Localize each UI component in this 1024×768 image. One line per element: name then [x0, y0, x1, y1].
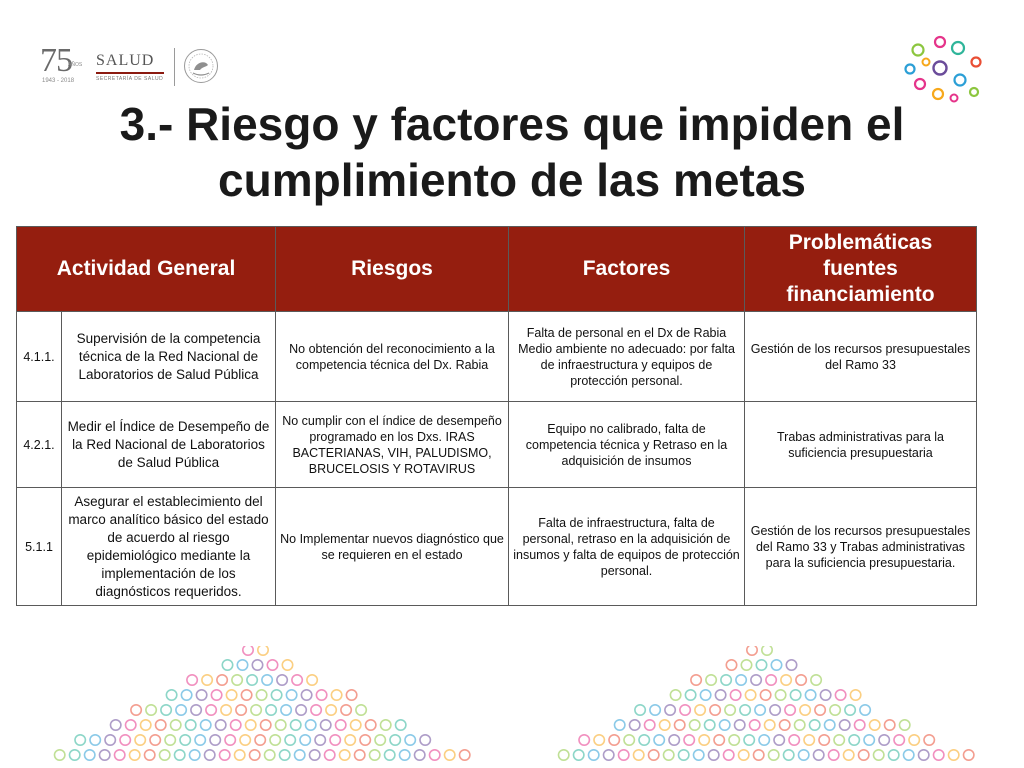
decorative-ring: [762, 646, 772, 655]
decorative-ring: [814, 750, 824, 760]
table-row: [17, 488, 977, 606]
decorative-ring: [237, 660, 247, 670]
decorative-ring: [135, 735, 145, 745]
decorative-ring: [615, 720, 625, 730]
cell-riesgos: No obtención del reconocimiento a la competencia técnica del Dx. Rabia: [276, 312, 509, 402]
decorative-ring: [714, 735, 724, 745]
decorative-ring: [594, 735, 604, 745]
decorative-ring: [180, 735, 190, 745]
decorative-ring: [396, 720, 406, 730]
decorative-ring: [176, 705, 186, 715]
decorative-ring: [370, 750, 380, 760]
decorative-ring: [589, 750, 599, 760]
decorative-ring: [356, 705, 366, 715]
decorative-ring: [834, 735, 844, 745]
decorative-ring: [715, 690, 725, 700]
logo-secretaria-text: SECRETARÍA DE SALUD: [96, 76, 164, 82]
logo-separator: [174, 48, 175, 86]
decorative-ring: [624, 735, 634, 745]
cell-problematicas: Gestión de los recursos presupuestales del Ramo 33: [745, 312, 977, 402]
decorative-ring: [759, 735, 769, 745]
decorative-ring: [217, 675, 227, 685]
decorative-ring: [75, 735, 85, 745]
decorative-ring: [216, 720, 226, 730]
decorative-ring: [307, 675, 317, 685]
decorative-ring: [574, 750, 584, 760]
decorative-ring: [894, 735, 904, 745]
decorative-ring: [165, 735, 175, 745]
decorative-ring: [879, 735, 889, 745]
decorative-ring: [781, 675, 791, 685]
decorative-ring: [609, 735, 619, 745]
decorative-ring: [301, 690, 311, 700]
header-factores: Factores: [509, 227, 745, 312]
decorative-ring: [265, 750, 275, 760]
decorative-ring: [730, 690, 740, 700]
decorative-ring: [634, 750, 644, 760]
decorative-ring: [336, 720, 346, 730]
decorative-ring: [710, 705, 720, 715]
header-riesgos: Riesgos: [276, 227, 509, 312]
decorative-ring: [126, 720, 136, 730]
table-row: [17, 402, 977, 488]
decorative-ring: [700, 690, 710, 700]
decorative-ring: [330, 735, 340, 745]
decorative-ring: [141, 720, 151, 730]
decorative-ring: [619, 750, 629, 760]
decorative-rings-pattern: [0, 646, 1024, 768]
cell-actividad: Medir el Índice de Desempeño de la Red Nacional de Laboratorios de Salud Pública: [62, 402, 276, 488]
decorative-ring: [860, 705, 870, 715]
decorative-ring: [156, 720, 166, 730]
decorative-ring: [171, 720, 181, 730]
table-header-row: [17, 227, 977, 312]
decorative-ring: [235, 750, 245, 760]
decorative-ring: [739, 750, 749, 760]
decorative-ring: [355, 750, 365, 760]
decorative-ring: [210, 735, 220, 745]
decorative-ring: [225, 735, 235, 745]
decorative-ring: [211, 690, 221, 700]
decorative-ring: [766, 675, 776, 685]
decorative-ring: [840, 720, 850, 730]
decorative-ring: [315, 735, 325, 745]
decorative-ring: [819, 735, 829, 745]
decorative-ring: [790, 690, 800, 700]
decorative-ring: [685, 690, 695, 700]
decorative-ring: [699, 735, 709, 745]
decorative-ring: [175, 750, 185, 760]
decorative-ring: [705, 720, 715, 730]
decorative-ring: [445, 750, 455, 760]
decorative-ring: [270, 735, 280, 745]
decorative-ring: [709, 750, 719, 760]
cell-actividad: Supervisión de la competencia técnica de la Red Nacional de Laboratorios de Salud Pública: [62, 312, 276, 402]
logo-75-number: 75: [40, 42, 72, 79]
decorative-ring: [243, 646, 253, 655]
decorative-ring: [146, 705, 156, 715]
decorative-ring: [859, 750, 869, 760]
decorative-ring: [796, 675, 806, 685]
page-title-line2: cumplimiento de las metas: [218, 154, 806, 206]
decorative-ring: [630, 720, 640, 730]
decorative-ring: [720, 720, 730, 730]
decorative-ring: [271, 690, 281, 700]
decorative-ring: [949, 750, 959, 760]
decorative-ring: [691, 675, 701, 685]
decorative-ring: [775, 690, 785, 700]
decorative-ring: [780, 720, 790, 730]
decorative-ring: [675, 720, 685, 730]
decorative-ring: [460, 750, 470, 760]
decorative-ring: [885, 720, 895, 730]
decorative-ring: [201, 720, 211, 730]
decorative-ring: [111, 720, 121, 730]
decorative-ring: [202, 675, 212, 685]
decorative-ring: [231, 720, 241, 730]
decorative-ring: [196, 690, 206, 700]
colored-rings-icon: [902, 32, 984, 106]
salud-logo: [40, 44, 230, 90]
decorative-ring: [874, 750, 884, 760]
decorative-ring: [789, 735, 799, 745]
decorative-ring: [277, 675, 287, 685]
decorative-ring: [665, 705, 675, 715]
decorative-ring: [286, 690, 296, 700]
decorative-ring: [181, 690, 191, 700]
decorative-ring: [390, 735, 400, 745]
decorative-ring: [770, 705, 780, 715]
decorative-ring: [186, 720, 196, 730]
decorative-ring: [559, 750, 569, 760]
header-problematicas-line1: Problemáticas: [788, 231, 933, 254]
decorative-ring: [281, 705, 291, 715]
decorative-ring: [684, 735, 694, 745]
page-title-line1: 3.- Riesgo y factores que impiden el: [119, 98, 905, 150]
decorative-ring: [754, 750, 764, 760]
header-actividad: Actividad General: [17, 227, 276, 312]
decorative-ring: [311, 705, 321, 715]
decorative-ring: [351, 720, 361, 730]
decorative-ring: [771, 660, 781, 670]
decorative-ring: [291, 720, 301, 730]
decorative-ring: [849, 735, 859, 745]
decorative-ring: [645, 720, 655, 730]
decorative-ring: [285, 735, 295, 745]
decorative-ring: [246, 720, 256, 730]
decorative-ring: [90, 735, 100, 745]
cell-num: 5.1.1: [17, 488, 62, 606]
decorative-ring: [195, 735, 205, 745]
decorative-ring: [747, 646, 757, 655]
decorative-ring: [120, 735, 130, 745]
decorative-ring: [282, 660, 292, 670]
decorative-ring: [724, 750, 734, 760]
decorative-ring: [131, 705, 141, 715]
decorative-ring: [115, 750, 125, 760]
cell-riesgos: No Implementar nuevos diagnóstico que se requieren en el estado: [276, 488, 509, 606]
logo-salud-text: SALUD: [96, 52, 155, 69]
decorative-ring: [786, 660, 796, 670]
decorative-ring: [247, 675, 257, 685]
decorative-ring: [649, 750, 659, 760]
decorative-ring: [785, 705, 795, 715]
decorative-ring: [795, 720, 805, 730]
decorative-ring: [85, 750, 95, 760]
decorative-ring: [784, 750, 794, 760]
decorative-ring: [669, 735, 679, 745]
decorative-ring: [639, 735, 649, 745]
decorative-ring: [755, 705, 765, 715]
decorative-ring: [736, 675, 746, 685]
decorative-ring: [919, 750, 929, 760]
logo-years-label: 1943 - 2018: [42, 78, 75, 84]
decorative-ring: [800, 705, 810, 715]
decorative-ring: [726, 660, 736, 670]
decorative-ring: [250, 750, 260, 760]
header-problematicas-line2: fuentes: [823, 257, 898, 280]
decorative-ring: [205, 750, 215, 760]
logo-anos-label: AÑOS: [68, 62, 83, 68]
cell-num: 4.2.1.: [17, 402, 62, 488]
decorative-ring: [750, 720, 760, 730]
decorative-ring: [695, 705, 705, 715]
decorative-ring: [850, 690, 860, 700]
decorative-ring: [206, 705, 216, 715]
decorative-ring: [680, 705, 690, 715]
decorative-ring: [830, 705, 840, 715]
decorative-ring: [190, 750, 200, 760]
decorative-ring: [222, 660, 232, 670]
decorative-ring: [105, 735, 115, 745]
decorative-ring: [604, 750, 614, 760]
decorative-ring: [100, 750, 110, 760]
decorative-ring: [381, 720, 391, 730]
decorative-ring: [255, 735, 265, 745]
decorative-ring: [751, 675, 761, 685]
decorative-ring: [654, 735, 664, 745]
decorative-ring: [310, 750, 320, 760]
decorative-ring: [187, 675, 197, 685]
cell-factores: Falta de infraestructura, falta de personal, retraso en la adquisición de insumos y falta de equipos de protección personal.: [509, 488, 745, 606]
decorative-ring: [889, 750, 899, 760]
decorative-ring: [690, 720, 700, 730]
decorative-ring: [55, 750, 65, 760]
decorative-ring: [346, 690, 356, 700]
decorative-ring: [232, 675, 242, 685]
decorative-ring: [760, 690, 770, 700]
decorative-ring: [325, 750, 335, 760]
table-row: [17, 312, 977, 402]
national-seal-icon: [183, 48, 219, 84]
decorative-ring: [340, 750, 350, 760]
decorative-ring: [679, 750, 689, 760]
decorative-ring: [150, 735, 160, 745]
decorative-ring: [326, 705, 336, 715]
decorative-ring: [280, 750, 290, 760]
decorative-ring: [909, 735, 919, 745]
decorative-ring: [769, 750, 779, 760]
decorative-ring: [845, 705, 855, 715]
decorative-ring: [765, 720, 775, 730]
decorative-ring: [375, 735, 385, 745]
cell-riesgos: No cumplir con el índice de desempeño programado en los Dxs. IRAS BACTERIANAS, VIH, PALUDISMO, BRUCELOSIS Y ROTAVIRUS: [276, 402, 509, 488]
decorative-ring: [650, 705, 660, 715]
decorative-ring: [191, 705, 201, 715]
decorative-ring: [70, 750, 80, 760]
decorative-ring: [934, 750, 944, 760]
decorative-ring: [220, 750, 230, 760]
decorative-ring: [221, 705, 231, 715]
decorative-ring: [664, 750, 674, 760]
decorative-ring: [261, 720, 271, 730]
decorative-ring: [276, 720, 286, 730]
decorative-ring: [256, 690, 266, 700]
decorative-ring: [258, 646, 268, 655]
decorative-ring: [262, 675, 272, 685]
decorative-ring: [161, 705, 171, 715]
decorative-ring: [829, 750, 839, 760]
header-problematicas-line3: financiamiento: [786, 283, 935, 306]
cell-factores: Equipo no calibrado, falta de competencia técnica y Retraso en la adquisición de insumos: [509, 402, 745, 488]
cell-problematicas: Trabas administrativas para la suficiencia presupuestaria: [745, 402, 977, 488]
decorative-ring: [694, 750, 704, 760]
decorative-ring: [306, 720, 316, 730]
decorative-ring: [735, 720, 745, 730]
decorative-ring: [295, 750, 305, 760]
decorative-ring: [331, 690, 341, 700]
decorative-ring: [799, 750, 809, 760]
decorative-ring: [741, 660, 751, 670]
decorative-ring: [855, 720, 865, 730]
decorative-ring: [145, 750, 155, 760]
decorative-ring: [774, 735, 784, 745]
header-problematicas: [745, 227, 977, 312]
decorative-ring: [756, 660, 766, 670]
decorative-ring: [420, 735, 430, 745]
decorative-ring: [579, 735, 589, 745]
decorative-ring: [721, 675, 731, 685]
decorative-ring: [241, 690, 251, 700]
decorative-ring: [825, 720, 835, 730]
decorative-ring: [635, 705, 645, 715]
cell-factores: Falta de personal en el Dx de Rabia Medio ambiente no adecuado: por falta de infraestructura y equipos de protección personal.: [509, 312, 745, 402]
decorative-ring: [804, 735, 814, 745]
decorative-ring: [870, 720, 880, 730]
decorative-ring: [660, 720, 670, 730]
decorative-ring: [815, 705, 825, 715]
cell-problematicas: Gestión de los recursos presupuestales del Ramo 33 y Trabas administrativas para la suficiencia presupuestaria.: [745, 488, 977, 606]
decorative-ring: [266, 705, 276, 715]
decorative-ring: [321, 720, 331, 730]
decorative-ring: [740, 705, 750, 715]
decorative-ring: [706, 675, 716, 685]
cell-num: 4.1.1.: [17, 312, 62, 402]
decorative-ring: [267, 660, 277, 670]
decorative-ring: [670, 690, 680, 700]
decorative-ring: [745, 690, 755, 700]
decorative-ring: [900, 720, 910, 730]
decorative-ring: [964, 750, 974, 760]
cell-actividad: Asegurar el establecimiento del marco analítico básico del estado de acuerdo al riesgo epidemiológico mediante la implementación de los diagnósticos requeridos.: [62, 488, 276, 606]
decorative-ring: [240, 735, 250, 745]
decorative-ring: [226, 690, 236, 700]
decorative-ring: [236, 705, 246, 715]
decorative-ring: [430, 750, 440, 760]
decorative-ring: [405, 735, 415, 745]
decorative-ring: [300, 735, 310, 745]
decorative-ring: [385, 750, 395, 760]
decorative-ring: [296, 705, 306, 715]
decorative-ring: [864, 735, 874, 745]
decorative-ring: [316, 690, 326, 700]
decorative-ring: [341, 705, 351, 715]
decorative-ring: [252, 660, 262, 670]
decorative-ring: [820, 690, 830, 700]
decorative-ring: [292, 675, 302, 685]
decorative-ring: [160, 750, 170, 760]
page-title: [0, 96, 1024, 208]
decorative-ring: [844, 750, 854, 760]
decorative-ring: [130, 750, 140, 760]
decorative-ring: [924, 735, 934, 745]
decorative-ring: [810, 720, 820, 730]
decorative-ring: [805, 690, 815, 700]
decorative-ring: [251, 705, 261, 715]
decorative-ring: [744, 735, 754, 745]
decorative-ring: [811, 675, 821, 685]
decorative-ring: [400, 750, 410, 760]
decorative-ring: [729, 735, 739, 745]
decorative-ring: [904, 750, 914, 760]
decorative-ring: [725, 705, 735, 715]
decorative-ring: [835, 690, 845, 700]
decorative-ring: [345, 735, 355, 745]
decorative-ring: [366, 720, 376, 730]
decorative-ring: [166, 690, 176, 700]
logo-rule: [96, 72, 164, 74]
decorative-ring: [415, 750, 425, 760]
risk-factors-table: [16, 226, 977, 606]
decorative-ring: [360, 735, 370, 745]
